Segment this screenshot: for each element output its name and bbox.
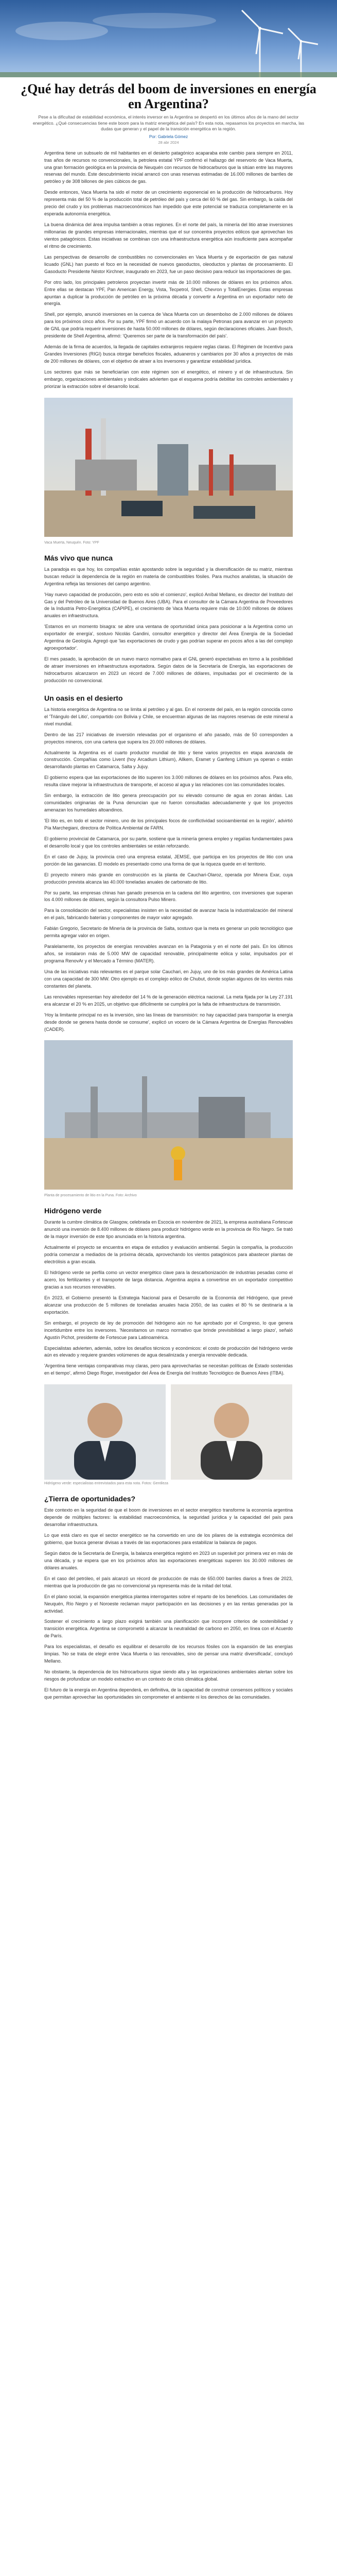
article-body (0, 145, 337, 1701)
paragraph: Dentro de las 217 iniciativas de inversión relevadas por el organismo el año pasado, más de 50 corresponden a proyectos mineros, con una cartera que supera los 20.000 millones de dólares. (44, 732, 293, 744)
hero-image (0, 0, 337, 77)
portrait-left (44, 1384, 166, 1480)
paragraph: 'Argentina tiene ventajas comparativas muy claras, pero para aprovecharlas se necesitan políticas de Estado sostenidas en el tiempo', afirmó Diego Roger, investigador del Área de Energía del Instituto Tecnológico de Buenos Aires (ITBA). (44, 1363, 293, 1376)
paragraph: Durante la cumbre climática de Glasgow, celebrada en Escocia en noviembre de 2021, la empresa australiana Fortescue anunció una inversión de 8.400 millones de dólares para producir hidrógeno verde en la provincia de Río Negro. Se trató de la mayor inversión de este tipo anunciada en la historia argentina. (44, 1219, 293, 1240)
heading-oasis: Un oasis en el desierto (44, 693, 123, 702)
paragraph: En 2023, el Gobierno presentó la Estrategia Nacional para el Desarrollo de la Economía del Hidrógeno, que prevé alcanzar una producción de 5 millones de toneladas anuales hacia 2050, de las cuales el 80 % se destinaría a la exportación. (44, 1295, 293, 1315)
paragraph: Argentina tiene un subsuelo de mil habitantes en el desierto patagónico acaparaba este cambio para siempre en 2011, tras años de recursos no convencionales, la petrolera estatal YPF confirmó el hallazgo del reservorio de Vaca Muerta, una gran formación geológica en la provincia de Neuquén con recursos de hidrocarburos que la sitúan entre las mayores reservas del mundo. Este descubrimiento inicial arrancó con unas reservas estimadas de 16.000 millones de barriles de petróleo y de 308 billones de pies cúbicos de gas. (44, 150, 293, 184)
paragraph: La buena dinámica del área impulsa también a otras regiones. En el norte del país, la minería del litio atrae inversiones millonarias de grandes empresas internacionales, mientras que el sur concentra proyectos eólicos que aprovechan los vientos patagónicos. Estas iniciativas se combinan con una infraestructura energética aún insuficiente para acompañar el ritmo de crecimiento. (44, 222, 293, 249)
article-date: 28 abr 2024 (158, 140, 179, 145)
paragraph: 'Hay nuevo capacidad de producción, pero esto es sólo el comienzo', explicó Aníbal Mellano, ex director del Instituto del Gas y del Petróleo de la Universidad de Buenos Aires (UBA). Para el consultor de la Cámara Argentina de Proveedores de la Industria Petro-Energética (CAPIPE), el crecimiento de Vaca Muerta requiere más de 10.000 millones de dólares anuales en infraestructura. (44, 591, 293, 619)
figure-3-caption: Hidrógeno verde: especialistas entrevistados para esta nota. Fotos: Gentileza (44, 1482, 168, 1486)
paragraph: El gobierno espera que las exportaciones de litio superen los 3.000 millones de dólares en los próximos años. Para ello, resulta clave mejorar la infraestructura de transporte, el acceso al agua y las relaciones con las comunidades locales. (44, 775, 293, 788)
paragraph: Los sectores que más se beneficiarían con este régimen son el energético, el minero y el de infraestructura. Sin embargo, organizaciones ambientales y sindicales advierten que el esquema podría debilitar los controles ambientales y priorizar la extracción sobre el desarrollo local. (44, 369, 293, 389)
portrait-right (171, 1384, 292, 1480)
paragraph: Por su parte, las empresas chinas han ganado presencia en la cadena del litio argentino, con inversiones que superan los 4.000 millones de dólares, según la consultora Pulso Minero. (44, 890, 293, 903)
lithium-plant-photo (44, 1040, 293, 1190)
mas-vivo-section (44, 566, 293, 685)
paragraph: Sin embargo, la extracción de litio genera preocupación por su elevado consumo de agua en zonas áridas. Las comunidades originarias de la Puna denuncian que no fueron consultadas adecuadamente y que los proyectos amenazan los humedales altoandinos. (44, 793, 293, 813)
article-title: ¿Qué hay detrás del boom de inversiones en energía en Argentina? (21, 81, 316, 112)
paragraph: La paradoja es que hoy, los compañías están apostando sobre la seguridad y la diversificación de su matriz, mientras buscan reducir la dependencia de la región en materia de combustibles fósiles. Para muchos analistas, la situación de Argentina refleja las tensiones del campo argentino. (44, 566, 293, 586)
paragraph: El futuro de la energía en Argentina dependerá, en definitiva, de la capacidad de construir consensos políticos y sociales que permitan aprovechar las oportunidades sin comprometer el ambiente ni los derechos de las comunidades. (44, 1687, 293, 1700)
paragraph: No obstante, la dependencia de los hidrocarburos sigue siendo alta y las organizaciones ambientales alertan sobre los riesgos de profundizar un modelo extractivo en un contexto de crisis climática global. (44, 1669, 293, 1682)
hidrogeno-section (44, 1219, 293, 1377)
paragraph: Las renovables representan hoy alrededor del 14 % de la generación eléctrica nacional. La meta fijada por la Ley 27.191 era alcanzar el 20 % en 2025, un objetivo que difícilmente se cumplirá por la falta de infraestructura de transmisión. (44, 994, 293, 1007)
paragraph: El mes pasado, la aprobación de un nuevo marco normativo para el GNL generó expectativas en torno a la posibilidad de atraer inversiones en infraestructura exportadora. Según datos de la Secretaría de Energía, las exportaciones de hidrocarburos alcanzaron en 2023 un récord de 7.000 millones de dólares, impulsadas por el crecimiento de la producción no convencional. (44, 656, 293, 683)
figure-3 (44, 1384, 293, 1480)
paragraph: Especialistas advierten, además, sobre los desafíos técnicos y económicos: el costo de producción del hidrógeno verde aún es elevado y requiere grandes volúmenes de agua desalinizada y energía renovable dedicada. (44, 1345, 293, 1358)
paragraph: En el caso de Jujuy, la provincia creó una empresa estatal, JEMSE, que participa en los proyectos de litio con una porción de las ganancias. El modelo es presentado como una forma de que la riqueza quede en el territorio. (44, 854, 293, 867)
tierra-section (44, 1507, 293, 1701)
paragraph: Actualmente la Argentina es el cuarto productor mundial de litio y tiene varios proyectos en etapa avanzada de construcción. Compañías como Livent (hoy Arcadium Lithium), Allkem, Eramet y Ganfeng Lithium ya operan o están desarrollando plantas en Catamarca, Salta y Jujuy. (44, 750, 293, 770)
article-byline[interactable]: Por: Gabriela Gómez (149, 134, 188, 139)
paragraph: Por otro lado, los principales petroleros proyectan invertir más de 10.000 millones de dólares en los próximos años. Entre ellas se destacan YPF, Pan American Energy, Vista, Tecpetrol, Shell, Chevron y TotalEnergies. Estas empresas apuntan a duplicar la producción de petróleo en la próxima década y convertir a Argentina en un exportador neto de energía. (44, 279, 293, 307)
wind-turbines-illustration (0, 0, 337, 77)
paragraph: Las perspectivas de desarrollo de combustibles no convencionales en Vaca Muerta y de exportación de gas natural licuado (GNL) han puesto el foco en la necesidad de nuevos gasoductos, oleoductos y plantas de procesamiento. El Gasoducto Presidente Néstor Kirchner, inaugurado en 2023, fue un paso decisivo para reducir las importaciones de gas. (44, 254, 293, 274)
heading-mas-vivo: Más vivo que nunca (44, 553, 113, 562)
paragraph: 'Estamos en un momento bisagra: se abre una ventana de oportunidad única para posicionar a la Argentina como un exportador de energía', sostuvo Nicolás Gandini, consultor energético y director del Área Energía de la Sociedad Argentina de Geología. Agregó que 'las exportaciones de crudo y gas podrían superar en pocos años a las del complejo agroexportador'. (44, 624, 293, 651)
heading-tierra: ¿Tierra de oportunidades? (44, 1495, 136, 1503)
paragraph: Shell, por ejemplo, anunció inversiones en la cuenca de Vaca Muerta con un desembolso de 2.000 millones de dólares para los próximos cinco años. Por su parte, YPF firmó un acuerdo con la malaya Petronas para avanzar en un proyecto de GNL que podría requerir inversiones de hasta 50.000 millones de dólares, según declaraciones oficiales. Juan Bosch, presidente de Shell Argentina, afirmó: 'Queremos ser parte de la transformación del país'. (44, 312, 293, 339)
figure-2-caption: Planta de procesamiento de litio en la Puna. Foto: Archivo (44, 1194, 137, 1198)
paragraph: El hidrógeno verde se perfila como un vector energético clave para la descarbonización de industrias pesadas como el acero, los fertilizantes y el transporte de larga distancia. Argentina aspira a convertirse en un exportador competitivo gracias a sus recursos renovables. (44, 1270, 293, 1290)
paragraph: Fabián Gregorio, Secretario de Minería de la provincia de Salta, sostuvo que la meta es generar un polo tecnológico que permita agregar valor en origen. (44, 926, 293, 939)
paragraph: Sin embargo, el proyecto de ley de promoción del hidrógeno aún no fue aprobado por el Congreso, lo que genera incertidumbre entre los inversores. 'Necesitamos un marco normativo que brinde previsibilidad a largo plazo', señaló Agustín Pichot, presidente de Fortescue para Latinoamérica. (44, 1320, 293, 1340)
paragraph: Para los especialistas, el desafío es equilibrar el desarrollo de los recursos fósiles con la expansión de las energías limpias. 'No se trata de elegir entre Vaca Muerta o las renovables, sino de pensar una matriz diversificada', concluyó Mellano. (44, 1644, 293, 1664)
paragraph: Actualmente el proyecto se encuentra en etapa de estudios y evaluación ambiental. Según la compañía, la producción podría comenzar a mediados de la próxima década, aprovechando los vientos patagónicos para abastecer plantas de electrólisis a gran escala. (44, 1245, 293, 1265)
oil-field-photo (44, 398, 293, 537)
paragraph: Para la consolidación del sector, especialistas insisten en la necesidad de avanzar hacia la industrialización del mineral en el país, fabricando baterías y componentes de mayor valor agregado. (44, 908, 293, 921)
article-lead: Pese a la dificultad de estabilidad económica, el interés inversor en la Argentina se despertó en los últimos años de la mano del sector energético. ¿Qué consecuencias tiene este boom para la matriz energética del país? En esta nota, repasamos los proyectos en marcha, las dudas que generan y el papel de la transición energética en la región. (32, 114, 305, 132)
heading-hidrogeno: Hidrógeno verde (44, 1207, 102, 1215)
paragraph: Según datos de la Secretaría de Energía, la balanza energética registró en 2023 un superávit por primera vez en más de una década, y se espera que en los próximos años las exportaciones energéticas superen los 30.000 millones de dólares anuales. (44, 1550, 293, 1570)
paragraph: El proyecto minero más grande en construcción es la planta de Cauchari-Olaroz, operada por Minera Exar, cuya producción prevista alcanza las 40.000 toneladas anuales de carbonato de litio. (44, 872, 293, 885)
paragraph: En el plano social, la expansión energética plantea interrogantes sobre el reparto de los beneficios. Las comunidades de Neuquén, Río Negro y el Noroeste reclaman mayor participación en las decisiones y en las rentas generadas por la actividad. (44, 1594, 293, 1614)
paragraph: Lo que está claro es que el sector energético se ha convertido en uno de los pilares de la estrategia económica del gobierno, que busca generar divisas a través de las exportaciones para estabilizar la balanza de pagos. (44, 1533, 293, 1545)
paragraph: 'Hoy la limitante principal no es la inversión, sino las líneas de transmisión: no hay capacidad para transportar la energía desde donde se genera hasta donde se consume', explicó un vocero de la Cámara Argentina de Energías Renovables (CADER). (44, 1012, 293, 1032)
paragraph: Una de las iniciativas más relevantes es el parque solar Cauchari, en Jujuy, uno de los más grandes de América Latina con una capacidad de 300 MW. Otro ejemplo es el complejo eólico de Chubut, donde soplan algunos de los vientos más constantes del planeta. (44, 969, 293, 989)
figure-1-caption: Vaca Muerta, Neuquén. Foto: YPF (44, 540, 99, 545)
paragraph: Este contexto en la seguridad de que el boom de inversiones en el sector energético transforme la economía argentina depende de múltiples factores: la estabilidad macroeconómica, la seguridad jurídica y la capacidad del país para desarrollar infraestructura. (44, 1507, 293, 1528)
paragraph: En el caso del petróleo, el país alcanzó un récord de producción de más de 650.000 barriles diarios a fines de 2023, mientras que la producción de gas no convencional ya representa más de la mitad del total. (44, 1575, 293, 1588)
figure-2 (44, 1040, 293, 1197)
figure-1 (44, 398, 293, 545)
paragraph: Además de la firma de acuerdos, la llegada de capitales extranjeros requiere reglas claras. El Régimen de Incentivo para Grandes Inversiones (RIGI) busca otorgar beneficios fiscales, aduaneros y cambiarios por 30 años a proyectos de más de 200 millones de dólares, con el objetivo de atraer a los inversores y garantizar estabilidad jurídica. (44, 344, 293, 364)
paragraph: 'El litio es, en todo el sector minero, uno de los principales focos de conflictividad socioambiental en la región', advirtió Pía Marchegiani, directora de Política Ambiental de FARN. (44, 818, 293, 831)
paragraph: El gobierno provincial de Catamarca, por su parte, sostiene que la minería genera empleo y regalías fundamentales para el desarrollo local y que los controles ambientales se están reforzando. (44, 836, 293, 849)
intro-section (44, 150, 293, 391)
paragraph: Desde entonces, Vaca Muerta ha sido el motor de un crecimiento exponencial en la producción de hidrocarburos. Hoy representa más del 50 % de la producción total de petróleo del país y cerca del 60 % del gas. Sin embargo, la caída del precio del crudo y los problemas macroeconómicos han impedido que este potencial se traduzca completamente en la esperada autonomía energética. (44, 190, 293, 217)
paragraph: La historia energética de Argentina no se limita al petróleo y al gas. En el noroeste del país, en la región conocida como el 'Triángulo del Litio', compartido con Bolivia y Chile, se encuentran algunas de las mayores reservas de este mineral a nivel mundial. (44, 706, 293, 726)
paragraph: Paralelamente, los proyectos de energías renovables avanzan en la Patagonia y en el norte del país. En los últimos años, se instalaron más de 5.000 MW de capacidad renovable, principalmente eólica y solar, impulsados por el programa RenovAr y el Mercado a Término (MATER). (44, 944, 293, 963)
oasis-section (44, 706, 293, 1033)
paragraph: Sostener el crecimiento a largo plazo exigirá también una planificación que incorpore criterios de sostenibilidad y transición energética. Argentina se comprometió a alcanzar la neutralidad de carbono en 2050, en línea con el Acuerdo de París. (44, 1619, 293, 1639)
